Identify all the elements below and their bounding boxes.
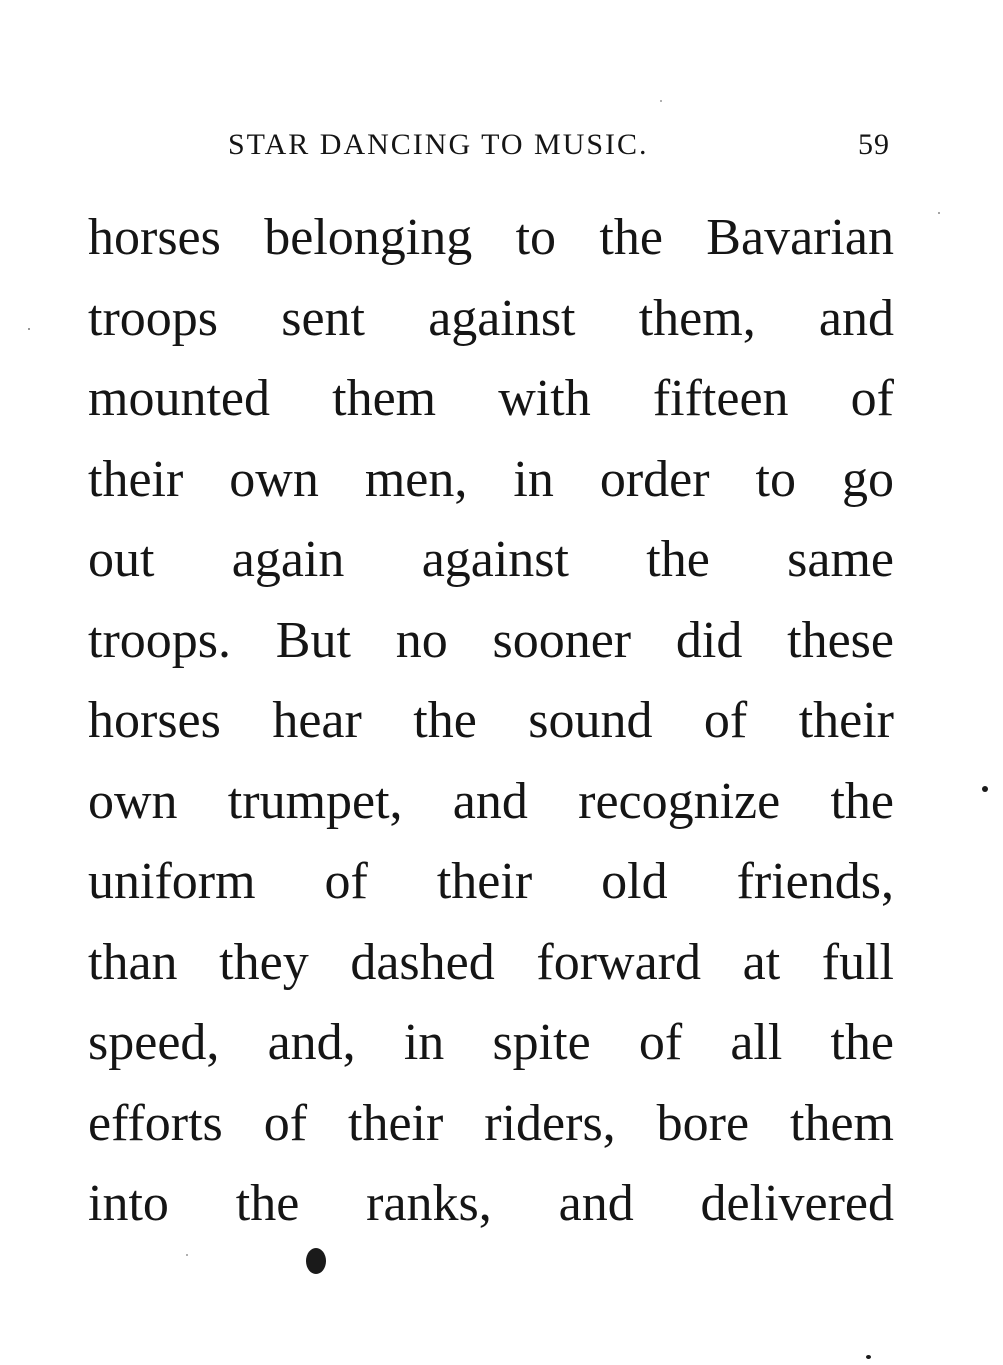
ink-speck bbox=[938, 212, 940, 214]
text-line: troops sent against them, and bbox=[88, 289, 894, 347]
text-line: than they dashed forward at full bbox=[88, 933, 894, 991]
running-head bbox=[228, 128, 890, 168]
ink-speck bbox=[28, 328, 30, 330]
text-line: speed, and, in spite of all the bbox=[88, 1014, 894, 1071]
ink-speck bbox=[982, 786, 988, 792]
text-line: into the ranks, and delivered bbox=[88, 1175, 894, 1232]
text-line: mounted them with fifteen of bbox=[88, 370, 894, 427]
ink-speck bbox=[306, 1248, 326, 1274]
text-line: their own men, in order to go bbox=[88, 450, 894, 508]
body-text bbox=[88, 198, 894, 1245]
ink-speck bbox=[186, 1254, 188, 1256]
text-line: efforts of their riders, bore them bbox=[88, 1094, 894, 1152]
text-line: horses belonging to the Bavarian bbox=[88, 209, 894, 266]
running-head-title: STAR DANCING TO MUSIC. bbox=[228, 128, 649, 161]
ink-speck bbox=[866, 1355, 871, 1359]
page-number: 59 bbox=[858, 128, 890, 161]
text-line: horses hear the sound of their bbox=[88, 692, 894, 749]
text-line: out again against the same bbox=[88, 531, 894, 588]
text-line: uniform of their old friends, bbox=[88, 853, 894, 910]
text-line: troops. But no sooner did these bbox=[88, 611, 894, 669]
text-line: own trumpet, and recognize the bbox=[88, 772, 894, 830]
ink-speck bbox=[660, 100, 662, 102]
